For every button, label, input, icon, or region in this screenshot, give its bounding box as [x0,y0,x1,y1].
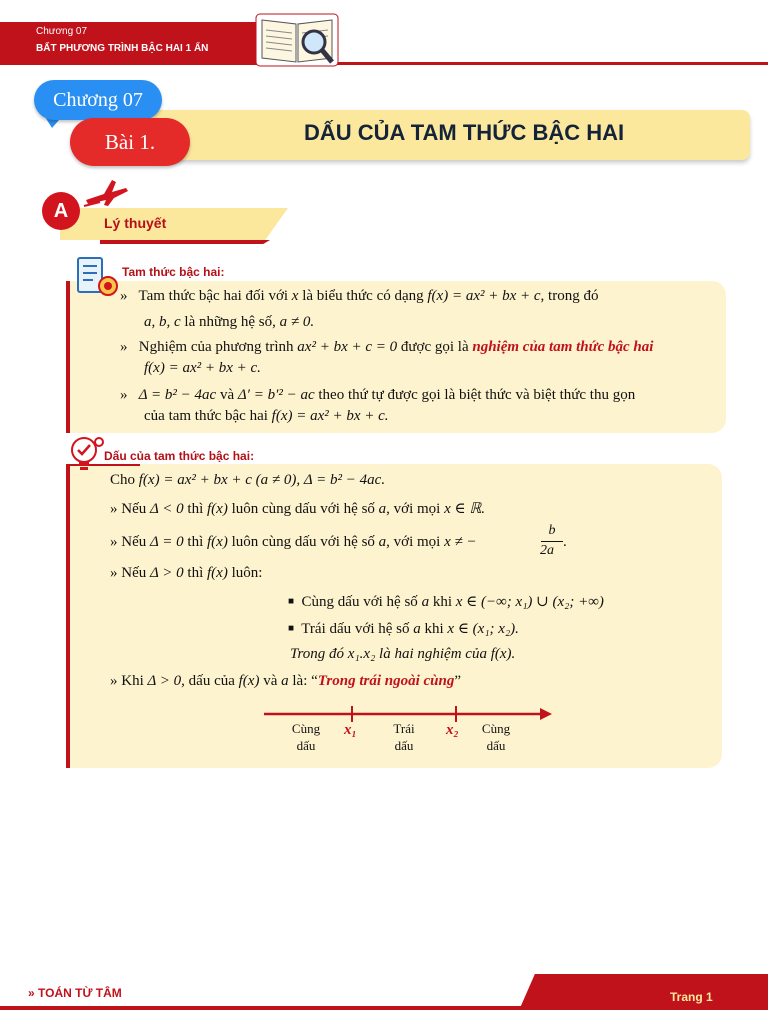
fraction-denominator: 2a [540,543,554,558]
label: dấu [394,738,414,753]
section-bar [60,208,288,240]
lesson-label: Bài 1. [70,118,190,166]
math-formula: f(x) = ax² + bx + c. [144,360,261,376]
chapter-bubble: Chương 07 [34,80,162,120]
text: , trong đó [540,288,599,304]
sign-heading: Dấu của tam thức bậc hai: [104,449,255,463]
text: Cùng dấu với hệ số [301,594,418,610]
text: ” [454,673,462,689]
math: Δ′ = b′² − ac [237,387,315,403]
text: » Nếu [110,501,147,517]
rule-positive [110,565,262,582]
text: của tam thức bậc hai [144,408,268,424]
label: Cùng [291,721,321,736]
text: Nghiệm của phương trình [138,339,294,355]
root-x1: x₁ [344,722,357,738]
given-line [110,472,385,489]
header-rule [0,62,768,65]
bullet-1 [120,288,598,305]
text: và [219,387,235,403]
bullet-mark: » [120,387,128,403]
label: dấu [296,738,316,753]
sign-box-bar [66,464,70,768]
math: a [378,501,387,517]
text: là biểu thức có dạng [302,288,424,304]
header-topic: BẤT PHƯƠNG TRÌNH BẬC HAI 1 ẨN [36,43,209,54]
math: a [281,673,289,689]
text: luôn: [231,565,263,581]
label: Trái [393,721,415,736]
interval-right [476,720,516,754]
text: » Nếu [110,565,147,581]
math-formula: f(x) = ax² + bx + c [427,288,541,304]
text: được gọi là [400,339,469,355]
text: » Khi [110,673,144,689]
label: dấu [486,738,506,753]
interval-left [286,720,326,754]
text: là những hệ số, [184,314,276,330]
math: ax² + bx + c = 0 [297,339,398,355]
math: x₁.x₂ [347,646,376,662]
label: Cùng [481,721,511,736]
text: thì [187,565,204,581]
math: a [413,621,421,637]
math: a ≠ 0. [279,314,315,330]
text: , với mọi [386,501,441,517]
footer-brand: » TOÁN TỪ TÂM [28,986,122,1000]
math: f(x) [207,565,228,581]
subrule-same-sign [288,592,604,611]
definition-heading: Tam thức bậc hai: [122,265,225,279]
open-book-magnifier-icon [252,8,342,72]
section-underline [100,240,270,244]
rule-zero [110,534,477,551]
text: , với mọi [386,534,441,550]
bullet-2 [120,339,653,356]
math: Δ = b² − 4ac [138,387,217,403]
math: x ∈ ℝ. [444,501,485,517]
square-bullet: ■ [288,596,295,607]
lesson-title: DẤU CỦA TAM THỨC BẬC HAI [304,120,625,145]
math: x ≠ − [444,534,477,550]
text: , dấu của [181,673,235,689]
text: luôn cùng dấu với hệ số [231,534,375,550]
text: theo thứ tự được gọi là biệt thức và biệt thức thu gọn [318,387,636,403]
math: a, b, c [144,314,181,330]
text: là: “ [292,673,318,689]
subrule-opposite-sign [288,619,519,638]
text: thì [187,501,204,517]
math: f(x) [207,501,228,517]
roots-note [290,646,515,663]
text: là hai nghiệm của [379,646,487,662]
text: khi [432,594,452,610]
math: x [291,288,299,304]
bullet-3 [120,387,635,404]
math: f(x) [207,534,228,550]
bullet-mark: » [120,339,128,355]
math: f(x) [238,673,260,689]
rule-negative [110,499,485,518]
math: Δ = 0 [150,534,184,550]
interval-middle [384,720,424,754]
math-formula: f(x) = ax² + bx + c (a ≠ 0), Δ = b² − 4ac. [138,472,386,488]
math: a [378,534,387,550]
math: x ∈ (−∞; x₁) ∪ (x₂; +∞) [455,594,604,610]
math: Δ > 0 [150,565,184,581]
definition-box-bar [66,281,70,433]
square-bullet: ■ [288,623,295,634]
math: Δ > 0 [147,673,182,689]
math: Δ < 0 [150,501,184,517]
root-x2: x₂ [446,722,459,738]
period: . [563,534,567,550]
header-chapter: Chương 07 [36,26,88,37]
math: x ∈ (x₁; x₂). [447,621,519,637]
emphasis: nghiệm của tam thức bậc hai [472,339,654,355]
fraction-bar [541,541,563,542]
text: thì [187,534,204,550]
bullet-2-cont [144,360,261,377]
page-number: Trang 1 [670,990,713,1004]
section-label: Lý thuyết [104,215,167,231]
footer-rule [0,1006,768,1010]
text: Cho [110,472,136,488]
math-formula: f(x) = ax² + bx + c. [271,408,389,424]
airplane-icon [82,176,132,210]
section-letter: A [42,192,80,230]
text: » Nếu [110,534,147,550]
lightbulb-gear-icon [66,434,106,474]
math: a [421,594,430,610]
text: Tam thức bậc hai đối với [138,288,289,304]
checklist-target-icon [76,256,120,298]
text: khi [424,621,444,637]
bullet-1-cont [144,314,314,331]
math: f(x). [490,646,516,662]
text: và [263,673,278,689]
text: luôn cùng dấu với hệ số [231,501,375,517]
rule-mnemonic [110,673,461,690]
footer-band [520,974,768,1008]
emphasis: Trong trái ngoài cùng [317,673,455,689]
bullet-mark: » [120,288,128,304]
text: Trong đó [290,646,345,662]
text: Trái dấu với hệ số [301,621,410,637]
fraction-numerator: b [548,523,556,538]
bullet-3-cont [144,408,389,425]
